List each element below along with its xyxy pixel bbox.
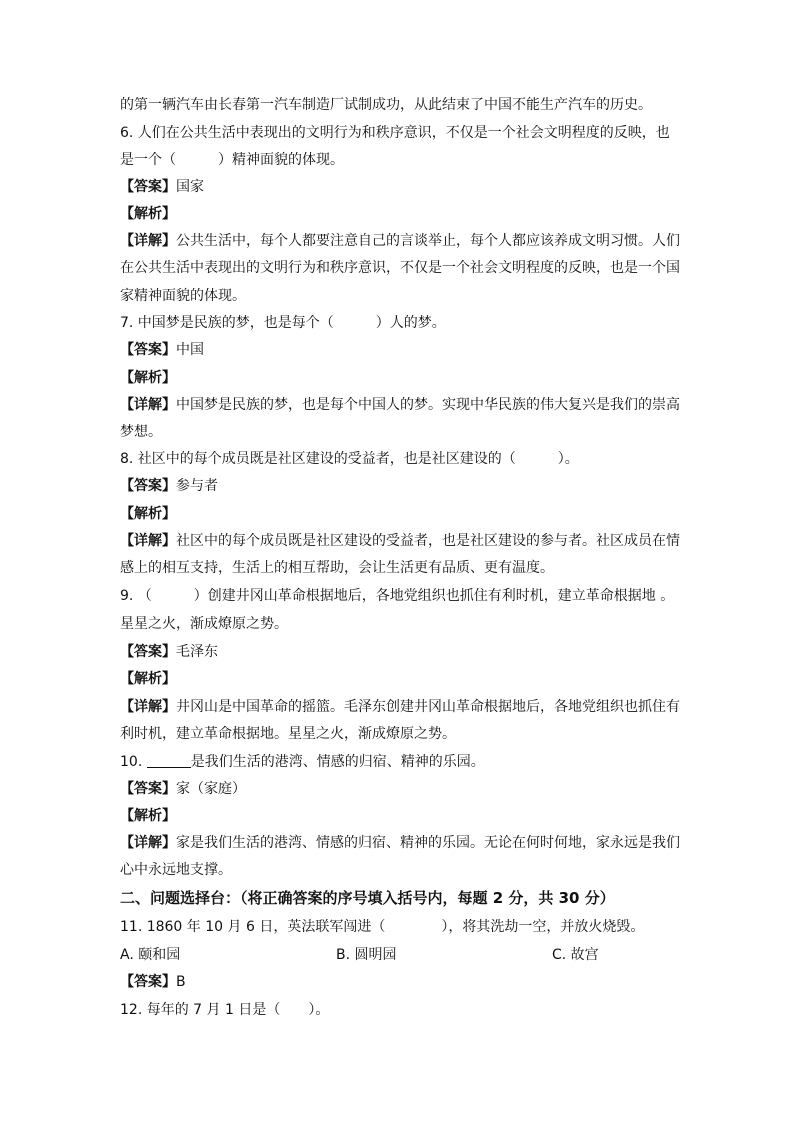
question-10 — [120, 752, 485, 772]
analysis-tag: 【解析】 — [120, 370, 176, 386]
answer-7 — [120, 340, 204, 360]
answer-text: 参与者 — [176, 478, 218, 494]
answer-9 — [120, 642, 218, 662]
detail-text: 家是我们生活的港湾、情感的归宿、精神的乐园。无论在何时何地，家永远是我们 — [176, 835, 680, 851]
detail-9-cont: 利时机，建立革命根据地。星星之火，渐成燎原之势。 — [120, 726, 456, 742]
answer-tag: 【答案】 — [120, 478, 176, 494]
detail-text: 社区中的每个成员既是社区建设的受益者，也是社区建设的参与者。社区成员在情 — [176, 533, 680, 549]
question-number: 10. — [120, 754, 147, 770]
fill-blank — [147, 753, 191, 768]
option-c: C. 故宫 — [552, 947, 599, 963]
detail-text: 公共生活中，每个人都要注意自己的言谈举止，每个人都应该养成文明习惯。人们 — [176, 233, 680, 249]
option-b: B. 圆明园 — [336, 947, 397, 963]
analysis-tag: 【解析】 — [120, 506, 176, 522]
analysis-tag: 【解析】 — [120, 671, 176, 687]
detail-tag: 【详解】 — [120, 233, 176, 249]
question-10-text: 是我们生活的港湾、情感的归宿、精神的乐园。 — [190, 754, 485, 770]
answer-tag: 【答案】 — [120, 974, 176, 990]
answer-11 — [120, 972, 186, 992]
detail-text: 中国梦是民族的梦，也是每个中国人的梦。实现中华民族的伟大复兴是我们的崇高 — [176, 397, 680, 413]
stray-period: 。 — [660, 588, 675, 604]
detail-6-cont: 在公共生活中表现出的文明行为和秩序意识，不仅是一个社会文明程度的反映，也是一个国 — [120, 260, 680, 276]
analysis-6 — [120, 204, 176, 224]
detail-6-cont: 家精神面貌的体现。 — [120, 288, 246, 304]
detail-tag: 【详解】 — [120, 699, 176, 715]
answer-text: 中国 — [176, 342, 204, 358]
answer-10 — [120, 779, 246, 799]
detail-9 — [120, 697, 680, 717]
section-heading: 二、问题选择台：（将正确答案的序号填入括号内，每题 2 分，共 30 分） — [120, 889, 615, 907]
answer-text: B — [176, 974, 186, 990]
answer-text: 家（家庭） — [176, 781, 246, 797]
answer-tag: 【答案】 — [120, 781, 176, 797]
answer-tag: 【答案】 — [120, 342, 176, 358]
question-7: 7. 中国梦是民族的梦，也是每个（ ）人的梦。 — [120, 315, 446, 331]
question-9-text: 9. （ ）创建井冈山革命根据地后，各地党组织也抓住有利时机，建立革命根据地 — [120, 588, 656, 604]
option-a: A. 颐和园 — [120, 947, 181, 963]
answer-tag: 【答案】 — [120, 179, 176, 195]
answer-6 — [120, 177, 204, 197]
analysis-tag: 【解析】 — [120, 206, 176, 222]
answer-tag: 【答案】 — [120, 644, 176, 660]
answer-text: 国家 — [176, 179, 204, 195]
detail-8-cont: 感上的相互支持，生活上的相互帮助，会让生活更有品质、更有温度。 — [120, 560, 554, 576]
analysis-8 — [120, 504, 176, 524]
detail-tag: 【详解】 — [120, 835, 176, 851]
question-8: 8. 社区中的每个成员既是社区建设的受益者，也是社区建设的（ ）。 — [120, 451, 579, 467]
detail-text: 井冈山是中国革命的摇篮。毛泽东创建井冈山革命根据地后，各地党组织也抓住有 — [176, 699, 680, 715]
detail-tag: 【详解】 — [120, 397, 176, 413]
detail-10-cont: 心中永远地支撑。 — [120, 862, 232, 878]
text-line: 的第一辆汽车由长春第一汽车制造厂试制成功，从此结束了中国不能生产汽车的历史。 — [120, 97, 652, 113]
detail-7 — [120, 395, 680, 415]
question-9 — [120, 586, 674, 606]
question-6-cont: 是一个（ ）精神面貌的体现。 — [120, 152, 344, 168]
detail-7-cont: 梦想。 — [120, 424, 162, 440]
question-11: 11. 1860 年 10 月 6 日，英法联军闯进（ ），将其洗劫一空，并放火烧毁。 — [120, 919, 645, 935]
detail-tag: 【详解】 — [120, 533, 176, 549]
question-6: 6. 人们在公共生活中表现出的文明行为和秩序意识，不仅是一个社会文明程度的反映，也 — [120, 125, 670, 141]
analysis-9 — [120, 669, 176, 689]
analysis-7 — [120, 368, 176, 388]
question-12: 12. 每年的 7 月 1 日是（ ）。 — [120, 1002, 330, 1018]
question-9-cont: 星星之火，渐成燎原之势。 — [120, 616, 288, 632]
answer-8 — [120, 476, 218, 496]
answer-text: 毛泽东 — [176, 644, 218, 660]
analysis-10 — [120, 806, 176, 826]
analysis-tag: 【解析】 — [120, 808, 176, 824]
detail-10 — [120, 833, 680, 853]
detail-8 — [120, 531, 680, 551]
detail-6 — [120, 231, 680, 251]
